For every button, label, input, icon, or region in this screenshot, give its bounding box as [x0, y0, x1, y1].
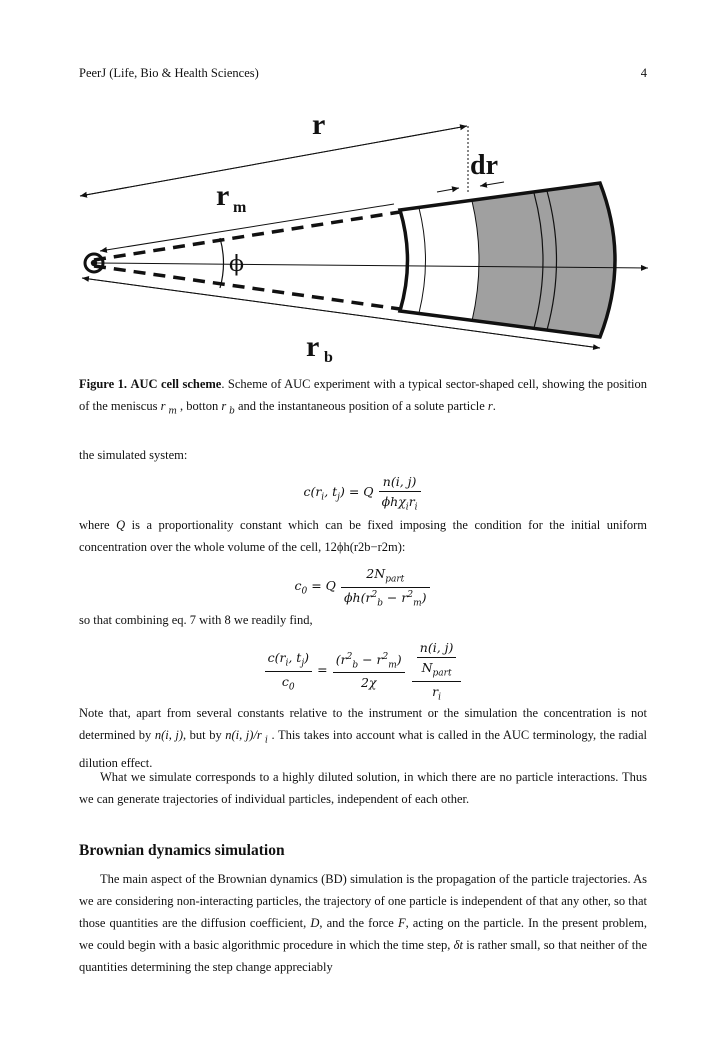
equation-9: $\frac{c(r_i, t_j)}{c_0}$ = $\frac{(r^2_b - r^2_m)}{2\chi}$ $\frac{\frac{n(i, j)}{N_{part}}}{r_i}$ [79, 640, 647, 702]
dr-arrow-left [437, 188, 459, 192]
page-number: 4 [640, 66, 647, 80]
paragraph-1: the simulated system: [79, 448, 188, 462]
label-dr: dr [470, 150, 498, 181]
running-header: PeerJ (Life, Bio & Health Sciences) [79, 66, 259, 80]
figure-title: AUC cell scheme [130, 377, 222, 391]
paragraph-3: so that combining eq. 7 with 8 we readily find, [79, 613, 313, 627]
label-phi: ϕ [229, 252, 244, 277]
cone-dash-top [94, 212, 400, 260]
equation-7: $c(r_i$, $t_j) = Q$ $\frac{n(i, j)}{\phi h\chi_ir_i}$ [79, 474, 647, 513]
figure-label: Figure 1. [79, 377, 127, 391]
label-rb: r [306, 330, 320, 363]
rm-arrow [100, 204, 394, 251]
section-heading: Brownian dynamics simulation [79, 842, 285, 859]
dr-arrow-right [480, 182, 504, 186]
paragraph-5: What we simulate corresponds to a highly diluted solution, in which there are no particle interactions. Thus we can generate trajectories of individual particles, independent of each other. [79, 770, 647, 806]
paragraph-6: The main aspect of the Brownian dynamics (BD) simulation is the propagation of the particle trajectories. As we are considering non-interacting particles, the trajectory of one particle is independent of that any other, so that those quantities are the diffusion coefficient, D, and the force F, acting on the particle. In the present problem, we could begin with a basic algorithmic procedure in which the time step, δt is rather small, so that neither of the quantities determining the step change appreciably [79, 872, 647, 974]
equation-8: $c_0 = Q$ $\frac{2N_{part}}{\phi h(r^2_b - r^2_m)}$ [79, 566, 647, 608]
label-r: r [312, 108, 326, 141]
cone-dash-bottom [94, 266, 400, 309]
paragraph-2: where Q is a proportionality constant which can be fixed imposing the condition for the initial uniform concentration over the whole volume of the cell, 12ϕh(r2b−r2m): [79, 518, 647, 554]
label-rb-sub: b [324, 349, 333, 366]
paragraph-4: Note that, apart from several constants relative to the instrument or the simulation the concentration is not determined by n(i, j), but by n(i, j)/r $_i$ . This takes into account what is called in the AUC terminology, the radial dilution effect. [79, 706, 647, 770]
label-rm-sub: m [233, 199, 247, 216]
figure-caption: Figure 1. AUC cell scheme. Scheme of AUC experiment with a typical sector-shaped cell, showing the position of the meniscus r $_m$ , botton r $_b$ and the instantaneous position of a solute particle r. [79, 377, 648, 417]
label-rm: r [216, 179, 230, 212]
phi-arc [220, 238, 224, 288]
auc-cell-figure [72, 108, 662, 370]
